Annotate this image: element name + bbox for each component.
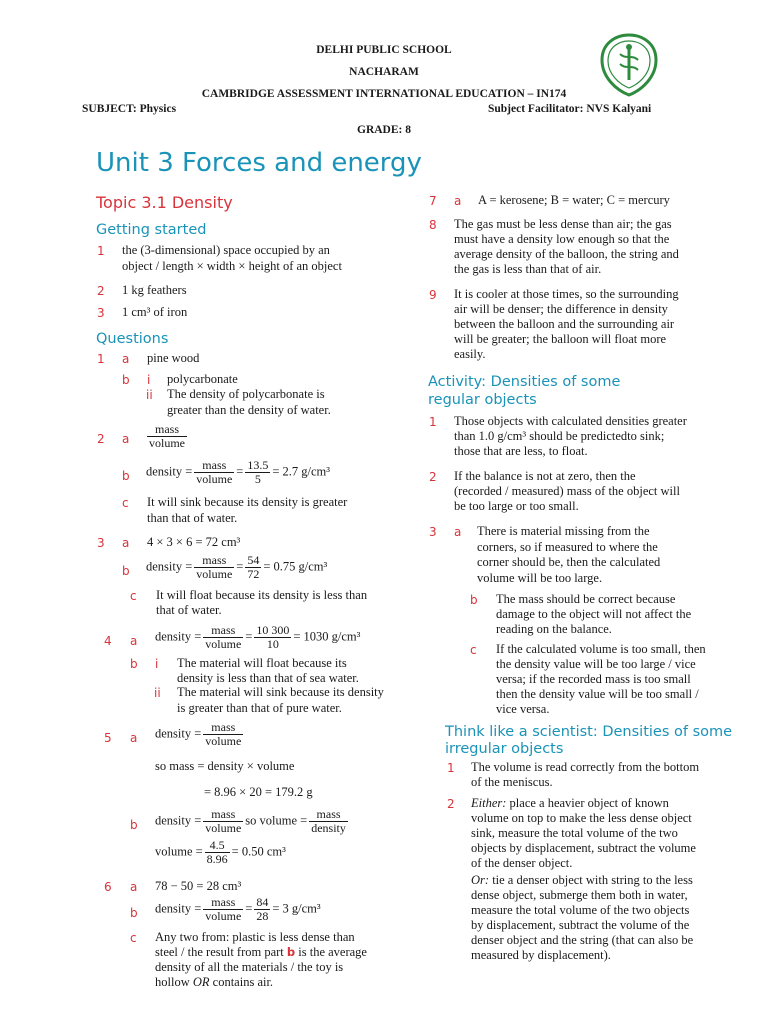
q3-b-formula: density = $\frac{\text{mass}}{\text{volume}}$ = $\frac{54}{72}$ = 0.75 g/cm³ xyxy=(146,553,328,581)
activity-3b-line-1: The mass should be correct because xyxy=(496,592,676,606)
q1-bi-text: polycarbonate xyxy=(167,372,238,386)
fraction: $\frac{\text{mass}}{\text{volume}}$ xyxy=(205,895,242,923)
q8-line-2: must have a density low enough so that the xyxy=(454,232,670,246)
gs-number-2: 2 xyxy=(97,284,105,298)
q4-part-a: a xyxy=(130,634,138,648)
q2-c-line-1: It will sink because its density is greater xyxy=(147,495,348,509)
fraction: $\frac{\text{mass}}{\text{density}}$ xyxy=(311,807,346,835)
think-heading-line-1: Think like a scientist: Densities of some xyxy=(445,724,733,740)
activity-3b-line-2: damage to the object will not affect the xyxy=(496,607,692,621)
activity-3-part-a: a xyxy=(454,525,462,539)
q8-line-3: average density of the balloon, the string and xyxy=(454,247,679,261)
activity-heading-line-2: regular objects xyxy=(428,392,537,408)
school-logo-icon xyxy=(596,32,662,98)
q4-bi-line-1: The material will float because its xyxy=(177,656,347,670)
activity-3a-line-4: volume will be too large. xyxy=(477,571,603,585)
q4-bi-line-2: density is less than that of sea water. xyxy=(177,671,359,685)
fraction: $\frac{\text{mass}}{\text{volume}}$ xyxy=(196,458,233,486)
activity-3-part-b: b xyxy=(470,593,478,607)
q4-part-b-ii: ii xyxy=(154,686,161,700)
activity-number-3: 3 xyxy=(429,525,437,539)
q6-a-text: 78 − 50 = 28 cm³ xyxy=(155,879,242,893)
activity-heading-line-1: Activity: Densities of some xyxy=(428,374,621,390)
q4-number: 4 xyxy=(104,634,112,648)
activity-number-2: 2 xyxy=(429,470,437,484)
activity-2-line-1: If the balance is not at zero, then the xyxy=(454,469,636,483)
activity-3-part-c: c xyxy=(470,643,477,657)
q1-part-a: a xyxy=(122,352,130,366)
facilitator-label: Subject Facilitator: NVS Kalyani xyxy=(488,103,652,115)
fraction: $\frac{\text{mass}}{\text{volume}}$ xyxy=(205,807,242,835)
q6-number: 6 xyxy=(104,880,112,894)
fraction: $\frac{\text{mass}}{\text{volume}}$ xyxy=(149,422,185,450)
q2-part-c: c xyxy=(122,496,129,510)
q5-b-line-2: volume = $\frac{4.5}{8.96}$ = 0.50 cm³ xyxy=(155,838,286,866)
q2-number: 2 xyxy=(97,432,105,446)
fraction: $\frac{10 300}{10}$ xyxy=(256,623,290,651)
q8-number: 8 xyxy=(429,218,437,232)
q1-bii-line-1: The density of polycarbonate is xyxy=(167,387,325,401)
q1-a-text: pine wood xyxy=(147,351,200,365)
activity-3a-line-3: corner should be, then the calculated xyxy=(477,555,661,569)
q3-part-a: a xyxy=(122,536,130,550)
q3-part-b: b xyxy=(122,564,130,578)
think-heading-line-2: irregular objects xyxy=(445,741,564,757)
q4-a-formula: density = $\frac{\text{mass}}{\text{volume}}$ = $\frac{10 300}{10}$ = 1030 g/cm³ xyxy=(155,623,361,651)
q3-number: 3 xyxy=(97,536,105,550)
q6-c-line-4: hollow OR contains air. xyxy=(155,975,274,989)
activity-2-line-3: be too large or too small. xyxy=(454,499,579,513)
q7-text: A = kerosene; B = water; C = mercury xyxy=(478,193,670,207)
q4-part-b-i: i xyxy=(155,657,159,671)
q4-part-b: b xyxy=(130,657,138,671)
activity-3c-line-1: If the calculated volume is too small, then xyxy=(496,642,706,656)
q4-bii-line-1: The material will sink because its density xyxy=(177,685,384,699)
q9-line-2: air will be denser; the difference in density xyxy=(454,302,668,316)
q5-b-formula: density = $\frac{\text{mass}}{\text{volume}}$ so volume = $\frac{\text{mass}}{\text{density}}$ xyxy=(155,807,346,835)
fraction: $\frac{13.5}{5}$ xyxy=(247,458,269,486)
gs-item-2: 1 kg feathers xyxy=(122,283,187,297)
fraction: $\frac{\text{mass}}{\text{volume}}$ xyxy=(196,553,233,581)
think-2-line-2: volume on top to make the less dense object xyxy=(471,811,692,825)
q7-number: 7 xyxy=(429,194,437,208)
q6-b-formula: density = $\frac{\text{mass}}{\text{volume}}$ = $\frac{84}{28}$ = 3 g/cm³ xyxy=(155,895,321,923)
think-2-or-line-4: by displacement, subtract the volume of the xyxy=(471,918,690,932)
q2-b-formula: density = $\frac{\text{mass}}{\text{volume}}$ = $\frac{13.5}{5}$ = 2.7 g/cm³ xyxy=(146,458,331,486)
q1-part-b-ii: ii xyxy=(146,388,153,402)
school-name: DELHI PUBLIC SCHOOL xyxy=(316,44,452,56)
activity-3c-line-3: versa; if the recorded mass is too small xyxy=(496,672,691,686)
getting-started-heading: Getting started xyxy=(96,222,207,238)
subject-label: SUBJECT: Physics xyxy=(82,103,177,115)
q4-bii-line-2: is greater than that of pure water. xyxy=(177,701,342,715)
fraction: $\frac{\text{mass}}{\text{volume}}$ xyxy=(205,623,242,651)
think-2-or-line-6: measured by displacement). xyxy=(471,948,611,962)
unit-title: Unit 3 Forces and energy xyxy=(96,148,422,178)
gs-item-1-line-1: the (3-dimensional) space occupied by an xyxy=(122,243,330,257)
q5-a-line-3: = 8.96 × 20 = 179.2 g xyxy=(204,785,313,799)
gs-number-3: 3 xyxy=(97,306,105,320)
activity-number-1: 1 xyxy=(429,415,437,429)
q6-c-line-3: density of all the materials / the toy is xyxy=(155,960,344,974)
q6-c-line-2: steel / the result from part b is the average xyxy=(155,945,367,959)
think-2-or-line-2: dense object, submerge them both in water, xyxy=(471,888,688,902)
q2-a-formula xyxy=(145,423,189,450)
fraction: $\frac{54}{72}$ xyxy=(247,553,260,581)
q3-a-text: 4 × 3 × 6 = 72 cm³ xyxy=(147,535,241,549)
q8-line-4: the gas is less than that of air. xyxy=(454,262,602,276)
think-2-or-line-1: Or: tie a denser object with string to the less xyxy=(471,873,693,887)
q6-part-c: c xyxy=(130,931,137,945)
fraction: $\frac{4.5}{8.96}$ xyxy=(206,838,228,866)
q5-part-a: a xyxy=(130,731,138,745)
think-1-line-1: The volume is read correctly from the bottom xyxy=(471,760,700,774)
grade-label: GRADE: 8 xyxy=(357,124,411,136)
activity-3a-line-2: corners, so if measured to where the xyxy=(477,540,658,554)
q9-line-3: between the balloon and the surrounding air xyxy=(454,317,675,331)
q5-part-b: b xyxy=(130,818,138,832)
q6-part-a: a xyxy=(130,880,138,894)
think-2-line-5: of the denser object. xyxy=(471,856,573,870)
q9-number: 9 xyxy=(429,288,437,302)
think-2-line-3: sink, measure the total volume of the two xyxy=(471,826,678,840)
think-2-line-4: objects by displacement, subtract the volume xyxy=(471,841,696,855)
think-number-1: 1 xyxy=(447,761,455,775)
q5-a-line-2: so mass = density × volume xyxy=(155,759,295,773)
board-name: CAMBRIDGE ASSESSMENT INTERNATIONAL EDUCATION – IN174 xyxy=(201,88,567,100)
q8-line-1: The gas must be less dense than air; the gas xyxy=(454,217,672,231)
q7-part-a: a xyxy=(454,194,462,208)
q1-number: 1 xyxy=(97,352,105,366)
gs-number-1: 1 xyxy=(97,244,105,258)
fraction: $\frac{84}{28}$ xyxy=(256,895,269,923)
think-number-2: 2 xyxy=(447,797,455,811)
topic-title: Topic 3.1 Density xyxy=(96,193,233,212)
gs-item-3: 1 cm³ of iron xyxy=(122,305,188,319)
activity-3c-line-2: the density value will be too large / vice xyxy=(496,657,696,671)
gs-item-1-line-2: object / length × width × height of an object xyxy=(122,259,342,273)
q2-part-b: b xyxy=(122,469,130,483)
think-2-line-1: Either: place a heavier object of known xyxy=(471,796,669,810)
fraction: $\frac{\text{mass}}{\text{volume}}$ xyxy=(205,720,242,748)
q9-line-4: will be greater; the balloon will float more xyxy=(454,332,667,346)
activity-3a-line-1: There is material missing from the xyxy=(477,524,650,538)
q6-part-b: b xyxy=(130,906,138,920)
q3-c-line-2: that of water. xyxy=(156,603,222,617)
activity-1-line-3: those that are less, to float. xyxy=(454,444,588,458)
q5-a-formula: density = $\frac{\text{mass}}{\text{volume}}$ xyxy=(155,720,242,748)
q6-c-line-1: Any two from: plastic is less dense than xyxy=(155,930,355,944)
activity-2-line-2: (recorded / measured) mass of the object will xyxy=(454,484,680,498)
think-1-line-2: of the meniscus. xyxy=(471,775,553,789)
q2-c-line-2: than that of water. xyxy=(147,511,238,525)
q1-part-b: b xyxy=(122,373,130,387)
branch-name: NACHARAM xyxy=(349,66,419,78)
questions-heading: Questions xyxy=(96,331,169,347)
q3-c-line-1: It will float because its density is less than xyxy=(156,588,368,602)
activity-1-line-1: Those objects with calculated densities greater xyxy=(454,414,687,428)
q5-number: 5 xyxy=(104,731,112,745)
activity-3b-line-3: reading on the balance. xyxy=(496,622,612,636)
q9-line-1: It is cooler at those times, so the surrounding xyxy=(454,287,679,301)
activity-3c-line-5: vice versa. xyxy=(496,702,550,716)
think-2-or-line-3: measure the total volume of the two objects xyxy=(471,903,690,917)
think-2-or-line-5: denser object and the string (that can also be xyxy=(471,933,694,947)
activity-1-line-2: than 1.0 g/cm³ should be predictedto sink; xyxy=(454,429,665,443)
q3-part-c: c xyxy=(130,589,137,603)
q9-line-5: easily. xyxy=(454,347,486,361)
activity-3c-line-4: then the density value will be too small / xyxy=(496,687,699,701)
q2-part-a: a xyxy=(122,432,130,446)
q1-bii-line-2: greater than the density of water. xyxy=(167,403,331,417)
q1-part-b-i: i xyxy=(147,373,151,387)
